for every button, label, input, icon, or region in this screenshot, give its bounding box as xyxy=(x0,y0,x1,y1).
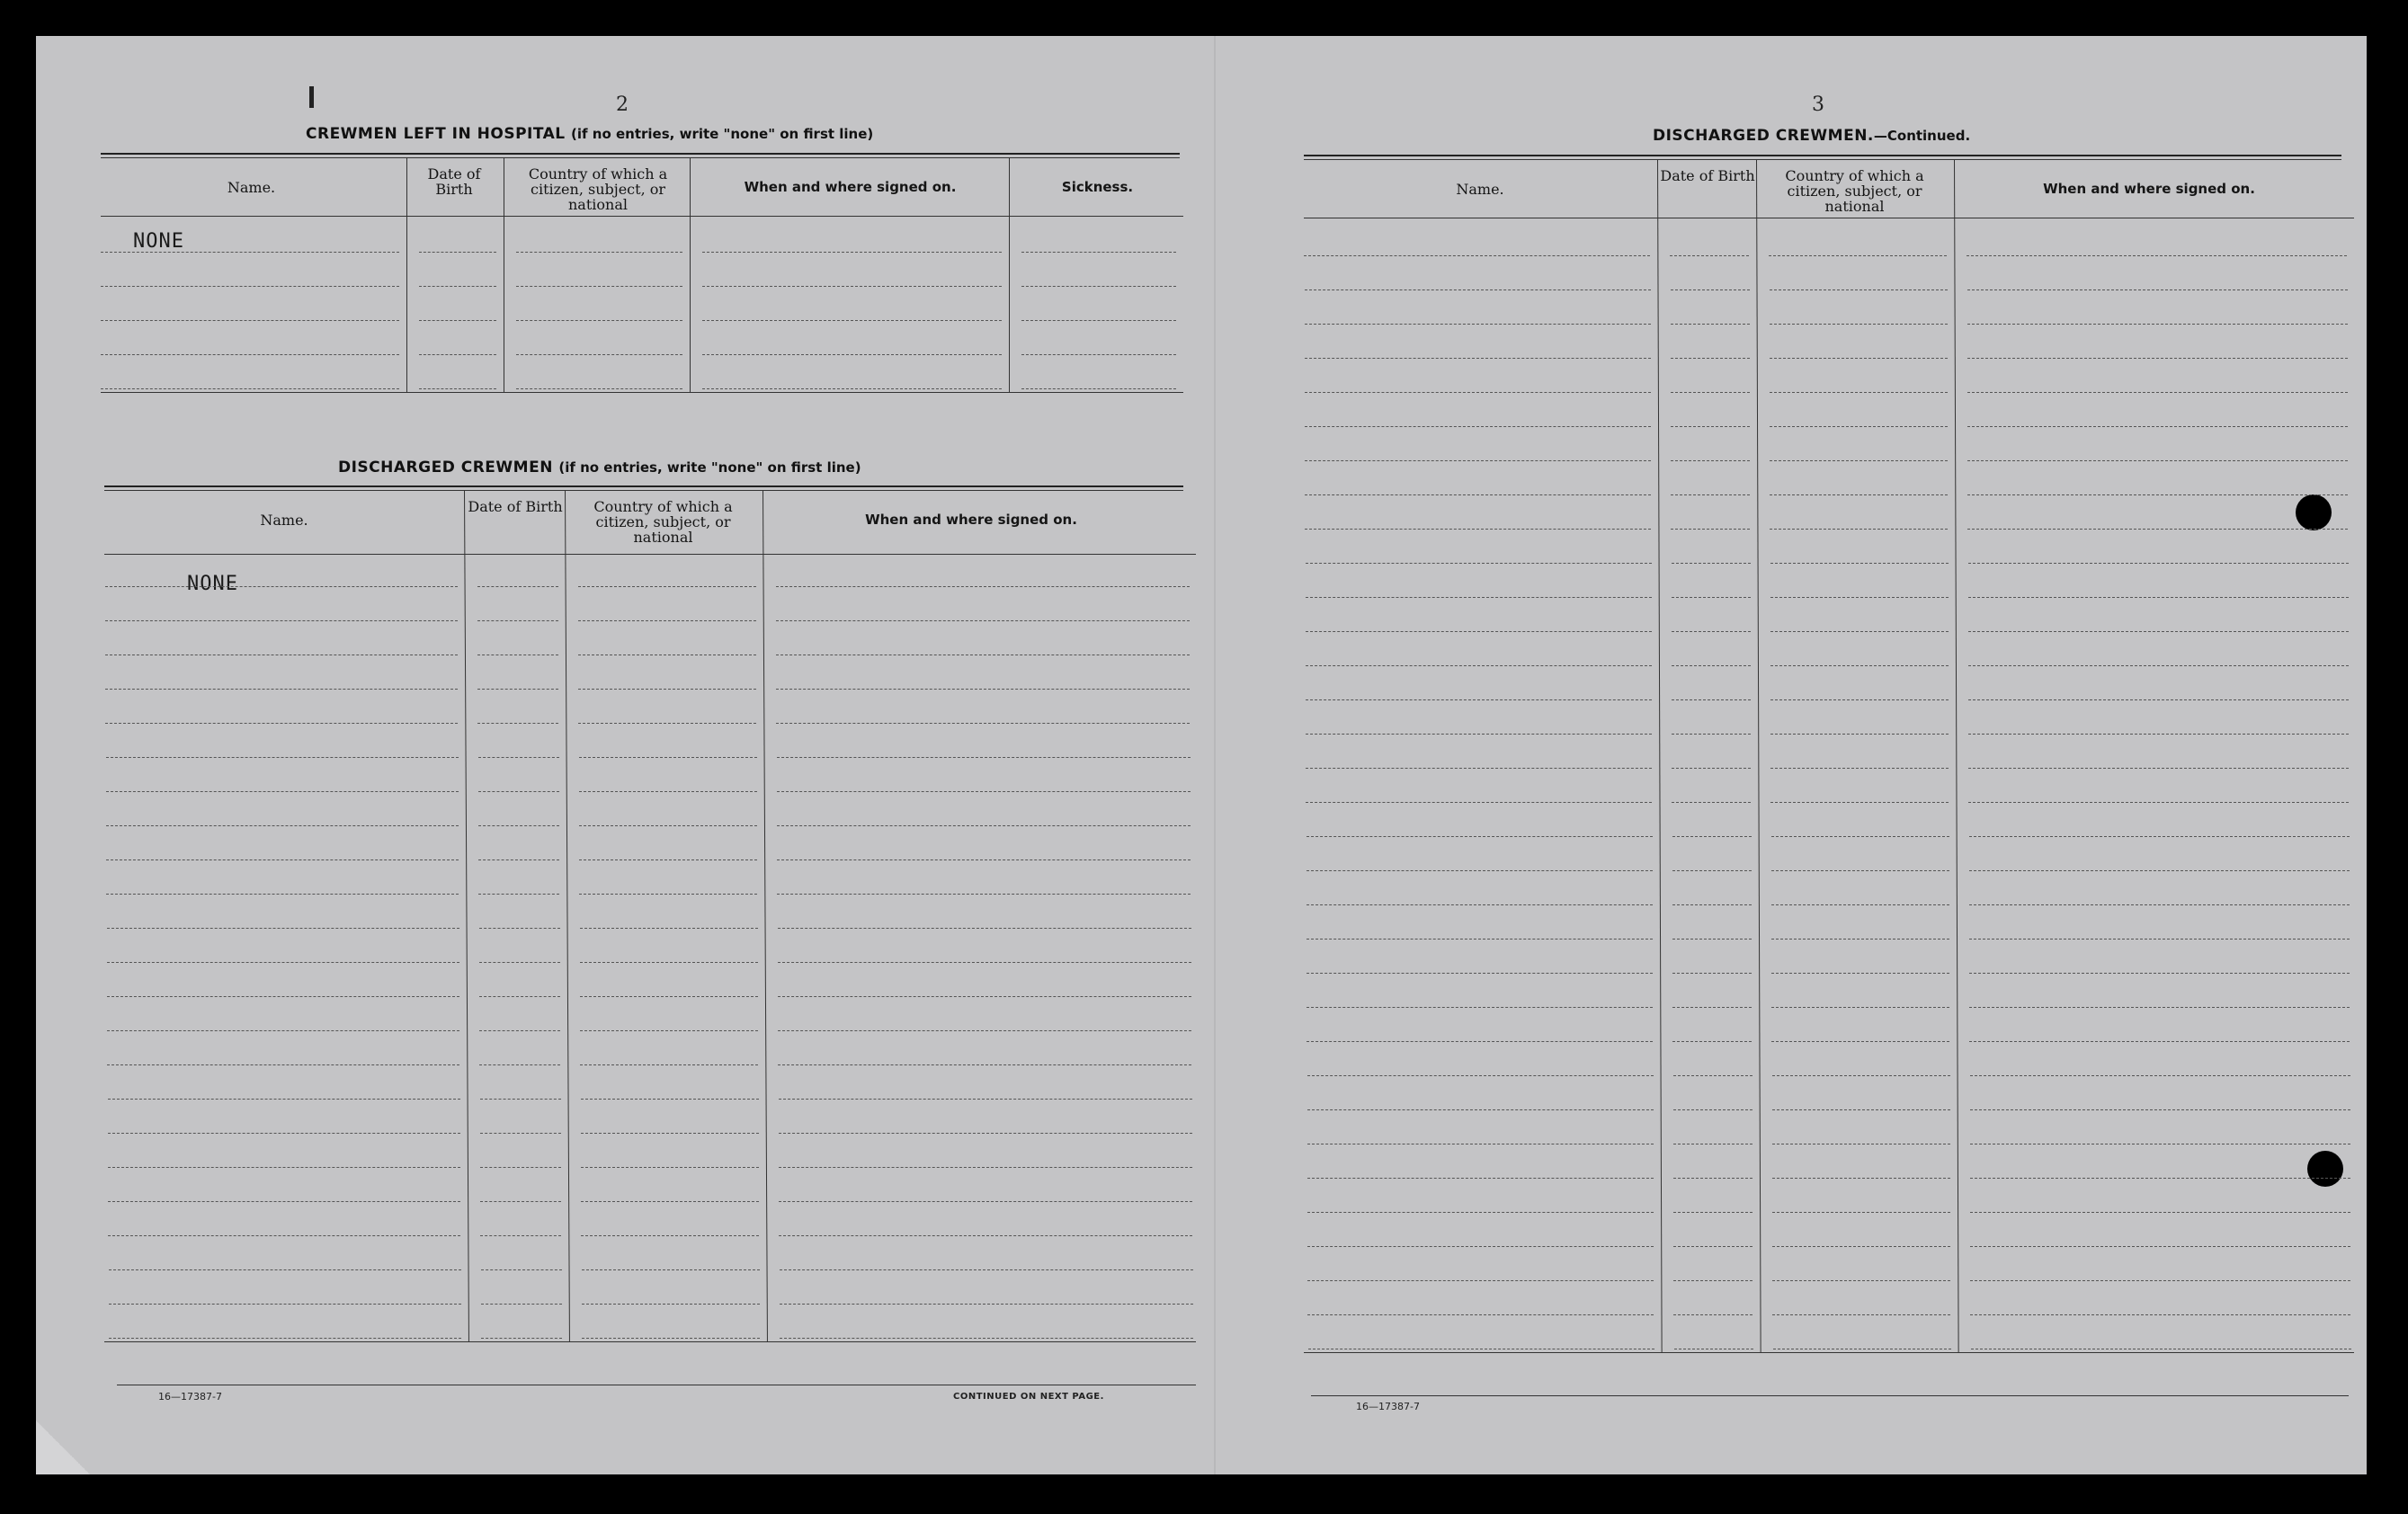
hospital-title-note: (if no entries, write "none" on first line) xyxy=(571,126,874,142)
discharged-ruled-line xyxy=(481,1269,562,1270)
right-ruled-line xyxy=(1307,1178,1654,1179)
right-ruled-line xyxy=(1771,973,1949,974)
hospital-table-bottom-rule xyxy=(101,392,1183,393)
right-ruled-line xyxy=(1969,973,2350,974)
right-ruled-line xyxy=(1305,289,1651,290)
page-number: 2 xyxy=(616,94,629,116)
hospital-ruled-line xyxy=(1021,286,1176,287)
discharged-ruled-line xyxy=(477,723,558,724)
right-ruled-line xyxy=(1772,1109,1950,1110)
right-ruled-line xyxy=(1970,1246,2350,1247)
right-ruled-line xyxy=(1967,426,2348,427)
discharged-ruled-line xyxy=(777,825,1191,826)
discharged-title-note: (if no entries, write "none" on first line) xyxy=(558,459,861,476)
ship-manifest-sheet xyxy=(36,36,2367,1474)
hospital-section-title xyxy=(306,125,873,143)
right-ruled-line xyxy=(1771,836,1949,837)
discharged-ruled-line xyxy=(480,1133,561,1134)
right-ruled-line xyxy=(1306,802,1652,803)
right-ruled-line xyxy=(1306,665,1652,666)
discharged-ruled-line xyxy=(779,1133,1192,1134)
hospital-ruled-line xyxy=(702,354,1002,355)
right-ruled-line xyxy=(1771,1007,1949,1008)
hospital-col-signed: When and where signed on. xyxy=(744,179,957,195)
right-ruled-line xyxy=(1770,665,1949,666)
right-ruled-line xyxy=(1967,255,2347,256)
right-section-title xyxy=(1653,127,1970,145)
discharged-ruled-line xyxy=(579,859,757,860)
right-ruled-line xyxy=(1969,1041,2350,1042)
continued-note: CONTINUED ON NEXT PAGE. xyxy=(953,1392,1104,1402)
discharged-ruled-line xyxy=(477,689,558,690)
discharged-ruled-line xyxy=(479,1030,560,1031)
right-ruled-line xyxy=(1770,358,1948,359)
discharged-ruled-line xyxy=(581,1167,759,1168)
hospital-ruled-line xyxy=(419,286,496,287)
right-ruled-line xyxy=(1770,426,1948,427)
right-ruled-line xyxy=(1969,1007,2350,1008)
hospital-ruled-line xyxy=(101,354,399,355)
right-ruled-line xyxy=(1970,1212,2350,1213)
left-form-number: 16—17387-7 xyxy=(158,1391,222,1403)
discharged-ruled-line xyxy=(107,928,459,929)
discharged-ruled-line xyxy=(778,962,1191,963)
discharged-ruled-line xyxy=(778,928,1191,929)
discharged-ruled-line xyxy=(579,894,757,895)
discharged-ruled-line xyxy=(106,894,459,895)
discharged-ruled-line xyxy=(581,1099,759,1100)
right-ruled-line xyxy=(1770,631,1949,632)
discharged-ruled-line xyxy=(578,723,756,724)
right-ruled-line xyxy=(1967,358,2348,359)
right-ruled-line xyxy=(1968,734,2349,735)
right-ruled-line xyxy=(1967,324,2348,325)
discharged-ruled-line xyxy=(107,1064,459,1065)
discharged-ruled-line xyxy=(479,1064,560,1065)
hospital-ruled-line xyxy=(419,320,496,321)
hospital-col-name: Name. xyxy=(227,179,276,196)
discharged-ruled-line xyxy=(478,791,559,792)
discharged-ruled-line xyxy=(582,1338,760,1339)
right-ruled-line xyxy=(1671,460,1750,461)
right-ruled-line xyxy=(1673,1246,1752,1247)
discharged-ruled-line xyxy=(107,996,459,997)
hospital-column-divider xyxy=(1009,157,1010,392)
right-ruled-line xyxy=(1967,494,2348,495)
discharged-ruled-line xyxy=(108,1099,460,1100)
hospital-ruled-line xyxy=(101,320,399,321)
right-ruled-line xyxy=(1772,1178,1950,1179)
hospital-table-top-rule xyxy=(101,153,1180,155)
right-ruled-line xyxy=(1968,768,2349,769)
discharged-col-name: Name. xyxy=(260,512,308,529)
discharged-ruled-line xyxy=(581,1133,759,1134)
discharged-header-rule xyxy=(104,554,1196,555)
discharged-ruled-line xyxy=(107,962,459,963)
discharged-ruled-line xyxy=(108,1235,460,1236)
right-table-top-rule xyxy=(1304,155,2341,156)
right-ruled-line xyxy=(1967,529,2348,530)
discharged-column-divider xyxy=(565,490,570,1341)
right-ruled-line xyxy=(1306,699,1652,700)
right-col-country: Country of which a citizen, subject, or national xyxy=(1785,167,1924,215)
hospital-ruled-line xyxy=(1021,354,1176,355)
discharged-ruled-line xyxy=(582,1304,760,1305)
discharged-ruled-line xyxy=(578,586,756,587)
right-ruled-line xyxy=(1969,836,2350,837)
discharged-ruled-line xyxy=(477,620,558,621)
discharged-ruled-line xyxy=(777,791,1191,792)
discharged-ruled-line xyxy=(479,962,560,963)
right-ruled-line xyxy=(1671,529,1750,530)
right-ruled-line xyxy=(1306,768,1652,769)
right-form-number: 16—17387-7 xyxy=(1356,1401,1420,1412)
discharged-ruled-line xyxy=(580,962,758,963)
right-ruled-line xyxy=(1672,973,1752,974)
right-ruled-line xyxy=(1770,802,1949,803)
right-ruled-line xyxy=(1970,1314,2350,1315)
discharged-ruled-line xyxy=(108,1167,460,1168)
right-ruled-line xyxy=(1307,870,1653,871)
right-ruled-line xyxy=(1672,665,1751,666)
right-ruled-line xyxy=(1769,255,1947,256)
discharged-ruled-line xyxy=(105,723,458,724)
right-ruled-line xyxy=(1772,1212,1950,1213)
discharged-ruled-line xyxy=(581,1235,759,1236)
discharged-ruled-line xyxy=(109,1304,461,1305)
right-ruled-line xyxy=(1968,631,2349,632)
right-ruled-line xyxy=(1307,1280,1654,1281)
right-ruled-line xyxy=(1970,1109,2350,1110)
right-title-text: DISCHARGED CREWMEN. xyxy=(1653,127,1874,145)
discharged-col-country: Country of which a citizen, subject, or national xyxy=(593,498,733,546)
right-column-divider xyxy=(1657,159,1663,1352)
discharged-ruled-line xyxy=(478,825,559,826)
right-ruled-line xyxy=(1969,939,2350,940)
hospital-ruled-line xyxy=(1021,252,1176,253)
discharged-ruled-line xyxy=(779,1099,1192,1100)
discharged-ruled-line xyxy=(108,1201,460,1202)
right-ruled-line xyxy=(1305,392,1651,393)
right-ruled-line xyxy=(1305,324,1651,325)
hospital-ruled-line xyxy=(516,320,682,321)
right-ruled-line xyxy=(1307,1314,1654,1315)
right-ruled-line xyxy=(1307,836,1653,837)
right-ruled-line xyxy=(1307,1075,1654,1076)
right-ruled-line xyxy=(1967,289,2348,290)
discharged-ruled-line xyxy=(780,1269,1193,1270)
right-ruled-line xyxy=(1970,1280,2350,1281)
discharged-ruled-line xyxy=(777,894,1191,895)
right-ruled-line xyxy=(1772,1246,1950,1247)
right-ruled-line xyxy=(1772,1280,1950,1281)
punch-hole xyxy=(2296,494,2332,530)
right-ruled-line xyxy=(1671,358,1750,359)
right-ruled-line xyxy=(1307,939,1653,940)
hospital-ruled-line xyxy=(1021,320,1176,321)
discharged-ruled-line xyxy=(481,1338,562,1339)
right-ruled-line xyxy=(1672,631,1751,632)
right-ruled-line xyxy=(1970,1075,2350,1076)
left-page xyxy=(36,36,1205,1474)
discharged-ruled-line xyxy=(776,620,1190,621)
right-ruled-line xyxy=(1770,529,1948,530)
hospital-col-country: Country of which a citizen, subject, or national xyxy=(528,165,668,213)
right-ruled-line xyxy=(1304,255,1650,256)
discharged-ruled-line xyxy=(106,757,459,758)
right-ruled-line xyxy=(1672,1041,1752,1042)
hospital-ruled-line xyxy=(702,286,1002,287)
right-ruled-line xyxy=(1770,734,1949,735)
hospital-title-text: CREWMEN LEFT IN HOSPITAL xyxy=(306,125,566,143)
ink-mark xyxy=(309,86,314,108)
hospital-ruled-line xyxy=(516,286,682,287)
right-ruled-line xyxy=(1307,904,1653,905)
right-ruled-line xyxy=(1970,1178,2350,1179)
discharged-table-bottom-rule xyxy=(104,1341,1196,1342)
page-number: 3 xyxy=(1812,94,1824,116)
right-ruled-line xyxy=(1307,1007,1653,1008)
right-ruled-line xyxy=(1671,289,1750,290)
right-ruled-line xyxy=(1771,1041,1949,1042)
right-ruled-line xyxy=(1305,529,1651,530)
discharged-ruled-line xyxy=(106,791,459,792)
right-ruled-line xyxy=(1672,563,1751,564)
right-ruled-line xyxy=(1672,597,1751,598)
discharged-ruled-line xyxy=(581,1201,759,1202)
right-col-dob: Date of Birth xyxy=(1660,167,1755,184)
discharged-ruled-line xyxy=(578,689,756,690)
right-ruled-line xyxy=(1305,426,1651,427)
right-ruled-line xyxy=(1672,939,1752,940)
hospital-col-dob: Date of Birth xyxy=(427,165,481,198)
discharged-col-signed: When and where signed on. xyxy=(865,512,1077,528)
right-ruled-line xyxy=(1673,1280,1752,1281)
right-column-divider xyxy=(1756,159,1761,1352)
discharged-ruled-line xyxy=(778,1030,1191,1031)
right-ruled-line xyxy=(1770,768,1949,769)
hospital-ruled-line xyxy=(516,354,682,355)
discharged-section-title xyxy=(338,459,861,476)
discharged-ruled-line xyxy=(105,620,458,621)
discharged-col-dob: Date of Birth xyxy=(468,498,563,515)
discharged-ruled-line xyxy=(779,1201,1192,1202)
discharged-ruled-line xyxy=(580,1030,758,1031)
hospital-ruled-line xyxy=(419,354,496,355)
right-ruled-line xyxy=(1671,426,1750,427)
hospital-ruled-line xyxy=(702,252,1002,253)
hospital-first-entry: NONE xyxy=(133,230,184,253)
discharged-ruled-line xyxy=(776,689,1190,690)
discharged-ruled-line xyxy=(105,586,458,587)
hospital-column-divider xyxy=(690,157,691,392)
discharged-ruled-line xyxy=(478,859,559,860)
discharged-ruled-line xyxy=(580,1064,758,1065)
right-ruled-line xyxy=(1672,1007,1752,1008)
punch-hole xyxy=(2307,1151,2343,1187)
right-ruled-line xyxy=(1968,563,2349,564)
discharged-ruled-line xyxy=(777,757,1191,758)
right-ruled-line xyxy=(1770,494,1948,495)
right-ruled-line xyxy=(1671,324,1750,325)
right-ruled-line xyxy=(1307,1246,1654,1247)
discharged-ruled-line xyxy=(580,996,758,997)
right-ruled-line xyxy=(1770,392,1948,393)
right-ruled-line xyxy=(1969,904,2350,905)
right-ruled-line xyxy=(1968,665,2349,666)
discharged-ruled-line xyxy=(480,1099,561,1100)
discharged-ruled-line xyxy=(109,1338,461,1339)
right-ruled-line xyxy=(1306,597,1652,598)
discharged-column-divider xyxy=(763,490,768,1341)
discharged-ruled-line xyxy=(480,1235,561,1236)
hospital-ruled-line xyxy=(516,388,682,389)
right-ruled-line xyxy=(1305,460,1651,461)
right-ruled-line xyxy=(1770,289,1948,290)
hospital-ruled-line xyxy=(702,388,1002,389)
hospital-ruled-line xyxy=(419,388,496,389)
discharged-ruled-line xyxy=(478,894,559,895)
discharged-table-top-rule xyxy=(104,485,1183,487)
right-ruled-line xyxy=(1770,460,1948,461)
hospital-ruled-line xyxy=(101,286,399,287)
right-ruled-line xyxy=(1770,699,1949,700)
discharged-ruled-line xyxy=(107,1030,459,1031)
discharged-ruled-line xyxy=(109,1269,461,1270)
discharged-title-text: DISCHARGED CREWMEN xyxy=(338,459,553,476)
right-col-name: Name. xyxy=(1456,181,1504,198)
right-ruled-line xyxy=(1672,836,1752,837)
discharged-ruled-line xyxy=(480,1201,561,1202)
right-ruled-line xyxy=(1770,324,1948,325)
right-ruled-line xyxy=(1771,904,1949,905)
discharged-column-divider xyxy=(464,490,469,1341)
right-ruled-line xyxy=(1673,1109,1752,1110)
right-title-suffix: —Continued. xyxy=(1873,128,1971,144)
right-ruled-line xyxy=(1968,597,2349,598)
hospital-header-rule xyxy=(101,216,1183,217)
discharged-ruled-line xyxy=(479,928,560,929)
right-ruled-line xyxy=(1672,734,1751,735)
hospital-ruled-line xyxy=(101,252,399,253)
right-ruled-line xyxy=(1671,392,1750,393)
right-ruled-line xyxy=(1772,1314,1950,1315)
discharged-ruled-line xyxy=(777,859,1191,860)
discharged-first-entry: NONE xyxy=(187,573,238,595)
hospital-ruled-line xyxy=(101,388,399,389)
discharged-ruled-line xyxy=(778,1064,1191,1065)
right-ruled-line xyxy=(1307,1041,1653,1042)
discharged-ruled-line xyxy=(780,1338,1193,1339)
discharged-ruled-line xyxy=(579,757,757,758)
hospital-ruled-line xyxy=(702,320,1002,321)
right-bottom-rule xyxy=(1311,1395,2349,1396)
right-ruled-line xyxy=(1772,1075,1950,1076)
discharged-ruled-line xyxy=(106,859,459,860)
hospital-ruled-line xyxy=(419,252,496,253)
discharged-ruled-line xyxy=(479,996,560,997)
right-ruled-line xyxy=(1967,392,2348,393)
discharged-ruled-line xyxy=(105,689,458,690)
right-ruled-line xyxy=(1672,802,1751,803)
discharged-ruled-line xyxy=(108,1133,460,1134)
right-ruled-line xyxy=(1968,699,2349,700)
discharged-ruled-line xyxy=(480,1167,561,1168)
right-ruled-line xyxy=(1968,802,2349,803)
right-ruled-line xyxy=(1307,1109,1654,1110)
right-ruled-line xyxy=(1770,597,1949,598)
hospital-ruled-line xyxy=(516,252,682,253)
hospital-ruled-line xyxy=(1021,388,1176,389)
discharged-ruled-line xyxy=(778,996,1191,997)
right-page xyxy=(1205,36,2367,1474)
discharged-ruled-line xyxy=(779,1167,1192,1168)
right-ruled-line xyxy=(1672,768,1751,769)
right-column-divider xyxy=(1954,159,1959,1352)
hospital-column-divider xyxy=(406,157,407,392)
right-ruled-line xyxy=(1771,870,1949,871)
discharged-ruled-line xyxy=(477,586,558,587)
hospital-col-sickness: Sickness. xyxy=(1061,179,1134,195)
right-ruled-line xyxy=(1305,494,1651,495)
discharged-ruled-line xyxy=(478,757,559,758)
right-ruled-line xyxy=(1673,1075,1752,1076)
right-ruled-line xyxy=(1770,563,1949,564)
right-ruled-line xyxy=(1672,870,1752,871)
discharged-ruled-line xyxy=(579,791,757,792)
right-ruled-line xyxy=(1671,494,1750,495)
right-ruled-line xyxy=(1673,1212,1752,1213)
right-ruled-line xyxy=(1673,1178,1752,1179)
discharged-ruled-line xyxy=(780,1304,1193,1305)
discharged-ruled-line xyxy=(106,825,459,826)
discharged-ruled-line xyxy=(776,586,1190,587)
right-ruled-line xyxy=(1305,358,1651,359)
discharged-ruled-line xyxy=(580,928,758,929)
right-ruled-line xyxy=(1673,1314,1752,1315)
discharged-ruled-line xyxy=(578,620,756,621)
discharged-ruled-line xyxy=(582,1269,760,1270)
right-ruled-line xyxy=(1307,1212,1654,1213)
discharged-ruled-line xyxy=(779,1235,1192,1236)
discharged-ruled-line xyxy=(776,723,1190,724)
right-ruled-line xyxy=(1306,563,1652,564)
discharged-ruled-line xyxy=(481,1304,562,1305)
right-ruled-line xyxy=(1967,460,2348,461)
right-table-bottom-rule xyxy=(1304,1352,2354,1353)
right-col-signed: When and where signed on. xyxy=(2043,181,2255,197)
right-ruled-line xyxy=(1672,699,1751,700)
right-ruled-line xyxy=(1306,734,1652,735)
right-ruled-line xyxy=(1306,631,1652,632)
right-ruled-line xyxy=(1969,870,2350,871)
right-ruled-line xyxy=(1307,973,1653,974)
discharged-ruled-line xyxy=(579,825,757,826)
right-ruled-line xyxy=(1670,255,1749,256)
right-ruled-line xyxy=(1672,904,1752,905)
right-ruled-line xyxy=(1771,939,1949,940)
